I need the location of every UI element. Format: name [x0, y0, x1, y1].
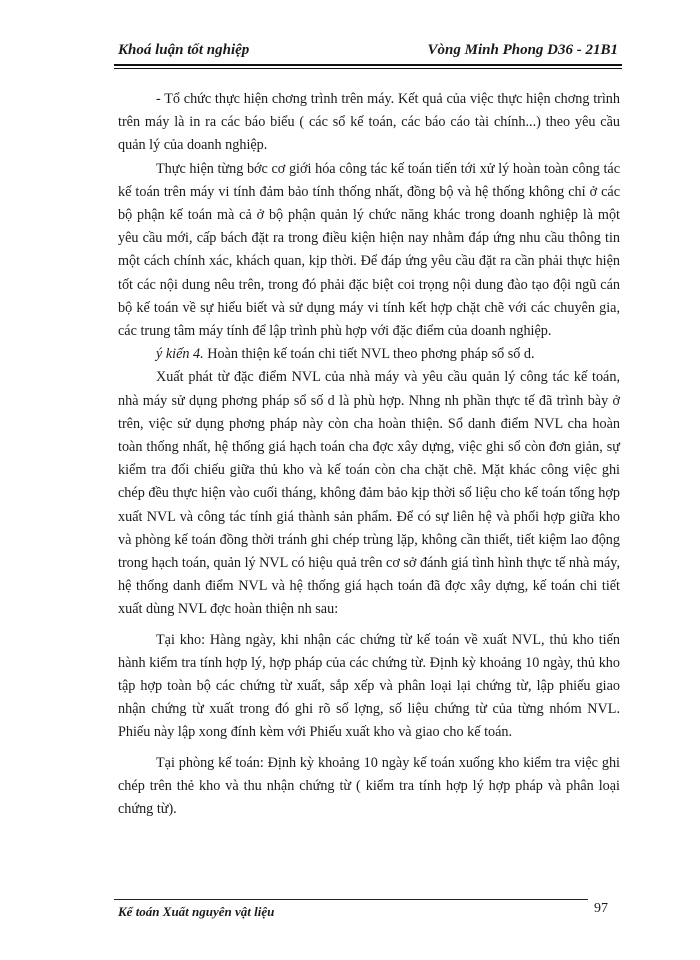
opinion-title: Hoàn thiện kế toán chi tiết NVL theo phơng pháp sổ số d. — [203, 346, 535, 363]
page-header — [118, 40, 618, 64]
paragraph-2: Thực hiện từng bớc cơ giới hóa công tác kế toán tiến tới xử lý hoàn toàn công tác kế toán trên máy vi tính đảm bảo tính thống nhất, đồng bộ và hệ thống không chỉ ở các bộ phận kế toán mà cả ở bộ phận quản lý chức năng khác trong doanh nghiệp là một yêu cầu mới, cấp bách đặt ra trong điều kiện hiện nay nhằm đáp ứng nhu cầu thông tin một cách chính xác, khách quan, kịp thời. Để đáp ứng yêu cầu đặt ra cần phải thực hiện tốt các nội dung nêu trên, trong đó phải đặc biệt coi trọng nội dung đào tạo đội ngũ cán bộ kế toán về sự hiểu biết và sử dụng máy vi tính kết hợp chặt chẽ với các chuyên gia, các trung tâm máy tính để lập trình phù hợp với đặc điểm của doanh nghiệp. — [118, 160, 620, 340]
body-text — [118, 88, 620, 821]
paragraph-3 — [118, 343, 620, 366]
footer-divider — [114, 899, 588, 900]
header-author: Vòng Minh Phong D36 - 21B1 — [427, 42, 618, 58]
paragraph-6: Tại phòng kế toán: Định kỳ khoảng 10 ngày kế toán xuống kho kiểm tra việc ghi chép trên thẻ kho và thu nhận chứng từ ( kiểm tra tính hợp lý hợp pháp và phân loại chứng từ). — [118, 754, 620, 818]
paragraph-4: Xuất phát từ đặc điểm NVL của nhà máy và yêu cầu quản lý công tác kế toán, nhà máy sử dụng phơng pháp sổ số d là phù hợp. Nhng nh phần thực tế đã trình bày ở trên, việc sử dụng phơng pháp này còn cha hoàn thiện. Sổ danh điểm NVL cha hoàn toàn thống nhất, hệ thống giá hạch toán cha đợc xây dựng, việc ghi sổ còn đơn giản, sự kiểm tra đối chiếu giữa thủ kho và kế toán còn cha chặt chẽ. Mặt khác công việc ghi chép đều thực hiện vào cuối tháng, không đảm bảo kịp thời số liệu cho kế toán tổng hợp xuất NVL và công tác tính giá thành sản phẩm. Để có sự liên hệ và phối hợp giữa kho và phòng kế toán đồng thời tránh ghi chép trùng lặp, không cần thiết, tiết kiệm lao động trong hạch toán, quản lý NVL có hiệu quả trên cơ sở đánh giá tình hình thực tế nhà máy, hệ thống danh điểm NVL và hệ thống giá hạch toán đã đợc xây dựng, kế toán chi tiết xuất dùng NVL đợc hoàn thiện nh sau: — [118, 369, 620, 618]
paragraph-5: Tại kho: Hàng ngày, khi nhận các chứng từ kế toán về xuất NVL, thủ kho tiến hành kiểm tra tính hợp lý, hợp pháp của các chứng từ. Định kỳ khoảng 10 ngày, thủ kho tập hợp toàn bộ các chứng từ xuất, sắp xếp và phân loại lại chứng từ, lập phiếu giao nhận chứng từ xuất trong đó ghi rõ số lợng, số liệu chứng từ của từng nhóm NVL. Phiếu này lập xong đính kèm với Phiếu xuất kho và giao cho kế toán. — [118, 631, 620, 741]
opinion-label: ý kiến 4. — [156, 346, 204, 363]
page-number: 97 — [594, 901, 608, 916]
header-thesis-label: Khoá luận tốt nghiệp — [118, 42, 250, 58]
paragraph-1: - Tổ chức thực hiện chơng trình trên máy. Kết quả của việc thực hiện chơng trình trên máy là in ra các báo biểu ( các sổ kế toán, các báo cáo tài chính...) theo yêu cầu quản lý của doanh nghiệp. — [118, 91, 620, 154]
header-divider — [114, 64, 622, 69]
footer-title: Kế toán Xuất nguyên vật liệu — [118, 904, 275, 919]
